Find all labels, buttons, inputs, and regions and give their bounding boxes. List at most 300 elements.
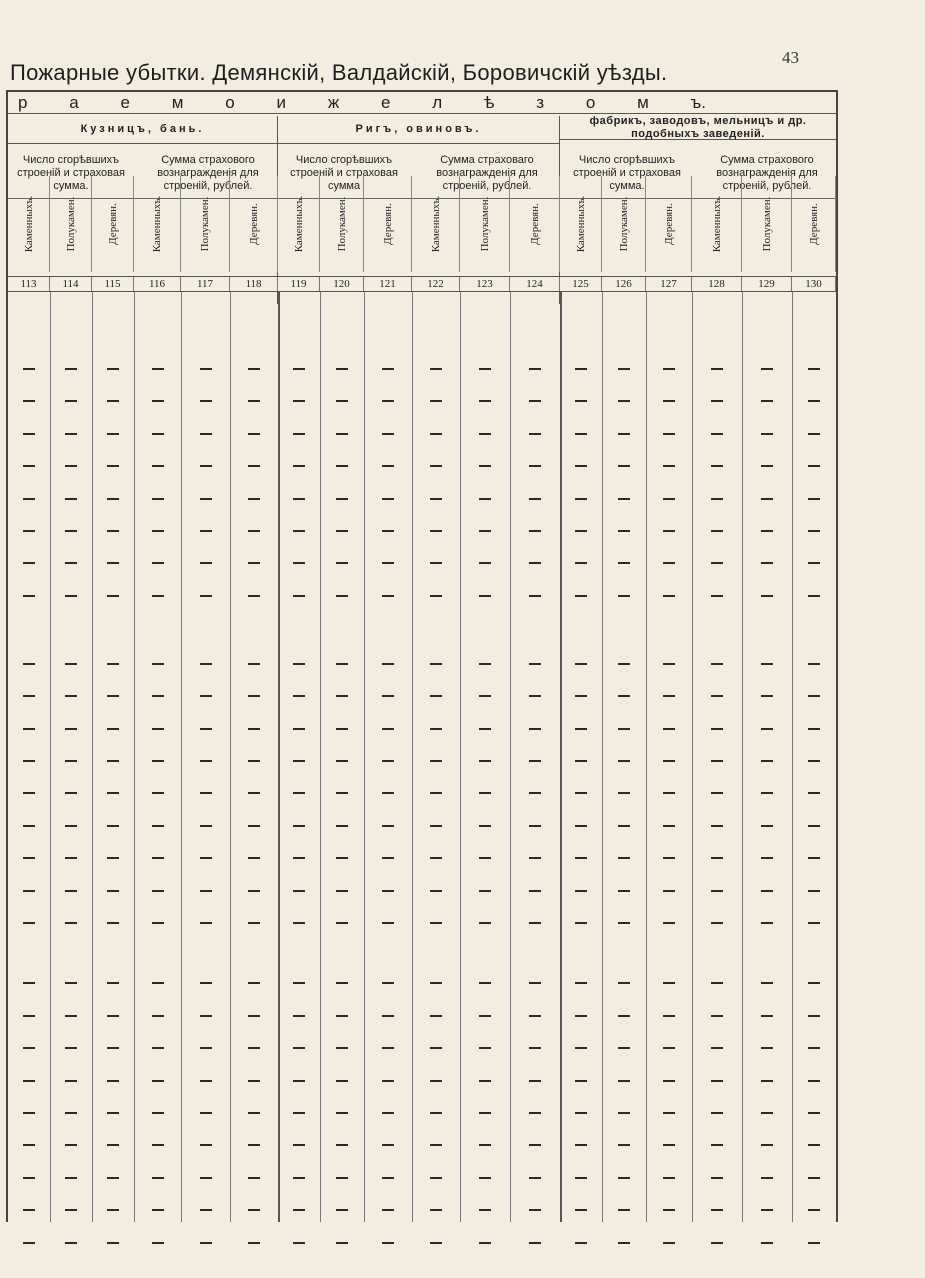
empty-cell-dash bbox=[479, 562, 491, 564]
empty-cell-dash bbox=[618, 825, 630, 827]
empty-cell-dash bbox=[23, 825, 35, 827]
column-rule bbox=[742, 292, 743, 1222]
empty-cell-dash bbox=[382, 1112, 394, 1114]
banner-letter: м bbox=[171, 92, 184, 112]
empty-cell-dash bbox=[107, 433, 119, 435]
empty-cell-dash bbox=[293, 890, 305, 892]
empty-cell-dash bbox=[575, 433, 587, 435]
column-number: 119 bbox=[278, 277, 320, 291]
empty-cell-dash bbox=[382, 760, 394, 762]
empty-cell-dash bbox=[430, 562, 442, 564]
empty-cell-dash bbox=[663, 663, 675, 665]
empty-cell-dash bbox=[107, 1047, 119, 1049]
empty-cell-dash bbox=[293, 663, 305, 665]
empty-cell-dash bbox=[618, 857, 630, 859]
empty-cell-dash bbox=[336, 562, 348, 564]
empty-cell-dash bbox=[200, 1209, 212, 1211]
empty-cell-dash bbox=[479, 1144, 491, 1146]
empty-cell-dash bbox=[479, 695, 491, 697]
empty-cell-dash bbox=[23, 465, 35, 467]
empty-cell-dash bbox=[761, 1015, 773, 1017]
empty-cell-dash bbox=[663, 1242, 675, 1244]
empty-cell-dash bbox=[248, 760, 260, 762]
empty-cell-dash bbox=[152, 1144, 164, 1146]
empty-cell-dash bbox=[529, 825, 541, 827]
empty-cell-dash bbox=[479, 433, 491, 435]
empty-cell-dash bbox=[808, 663, 820, 665]
empty-cell-dash bbox=[711, 857, 723, 859]
empty-cell-dash bbox=[808, 1080, 820, 1082]
empty-cell-dash bbox=[65, 1144, 77, 1146]
empty-cell-dash bbox=[23, 562, 35, 564]
column-header-label: Каменныхъ. bbox=[429, 195, 442, 253]
column-header bbox=[792, 176, 836, 272]
empty-cell-dash bbox=[152, 368, 164, 370]
banner-letter: о bbox=[225, 92, 235, 112]
empty-cell-dash bbox=[479, 1209, 491, 1211]
empty-cell-dash bbox=[618, 400, 630, 402]
group-title: фабрикъ, заводовъ, мельницъ и др. подобныхъ заведеній. bbox=[560, 116, 836, 140]
empty-cell-dash bbox=[761, 530, 773, 532]
banner-letter: а bbox=[69, 92, 79, 112]
empty-cell-dash bbox=[65, 433, 77, 435]
empty-cell-dash bbox=[293, 562, 305, 564]
column-header-label: Полукамен. bbox=[335, 196, 348, 252]
empty-cell-dash bbox=[336, 400, 348, 402]
empty-cell-dash bbox=[808, 595, 820, 597]
empty-cell-dash bbox=[382, 890, 394, 892]
empty-cell-dash bbox=[430, 1047, 442, 1049]
empty-cell-dash bbox=[430, 728, 442, 730]
empty-cell-dash bbox=[529, 1177, 541, 1179]
empty-cell-dash bbox=[248, 562, 260, 564]
column-header-label: Полукамен. bbox=[478, 196, 491, 252]
empty-cell-dash bbox=[529, 1080, 541, 1082]
column-header bbox=[560, 176, 602, 272]
empty-cell-dash bbox=[152, 1047, 164, 1049]
empty-cell-dash bbox=[663, 465, 675, 467]
empty-cell-dash bbox=[761, 792, 773, 794]
column-rule bbox=[230, 292, 231, 1222]
empty-cell-dash bbox=[761, 400, 773, 402]
empty-cell-dash bbox=[65, 857, 77, 859]
empty-cell-dash bbox=[430, 433, 442, 435]
empty-cell-dash bbox=[65, 1015, 77, 1017]
banner bbox=[8, 92, 836, 114]
column-number: 115 bbox=[92, 277, 134, 291]
empty-cell-dash bbox=[663, 1144, 675, 1146]
banner-letter: р bbox=[18, 92, 28, 112]
empty-cell-dash bbox=[663, 498, 675, 500]
empty-cell-dash bbox=[808, 825, 820, 827]
empty-cell-dash bbox=[529, 562, 541, 564]
empty-cell-dash bbox=[663, 1177, 675, 1179]
empty-cell-dash bbox=[248, 922, 260, 924]
empty-cell-dash bbox=[663, 922, 675, 924]
empty-cell-dash bbox=[107, 922, 119, 924]
empty-cell-dash bbox=[529, 465, 541, 467]
empty-cell-dash bbox=[808, 368, 820, 370]
empty-cell-dash bbox=[382, 982, 394, 984]
empty-cell-dash bbox=[152, 857, 164, 859]
empty-cell-dash bbox=[248, 663, 260, 665]
empty-cell-dash bbox=[479, 825, 491, 827]
empty-cell-dash bbox=[382, 728, 394, 730]
empty-cell-dash bbox=[711, 530, 723, 532]
empty-cell-dash bbox=[430, 1209, 442, 1211]
column-number: 124 bbox=[510, 277, 560, 291]
empty-cell-dash bbox=[663, 695, 675, 697]
banner-letter: е bbox=[381, 92, 391, 112]
empty-cell-dash bbox=[200, 368, 212, 370]
empty-cell-dash bbox=[529, 792, 541, 794]
empty-cell-dash bbox=[479, 792, 491, 794]
empty-cell-dash bbox=[382, 465, 394, 467]
empty-cell-dash bbox=[200, 433, 212, 435]
empty-cell-dash bbox=[575, 368, 587, 370]
column-header bbox=[134, 176, 181, 272]
empty-cell-dash bbox=[293, 1112, 305, 1114]
empty-cell-dash bbox=[248, 498, 260, 500]
empty-cell-dash bbox=[761, 595, 773, 597]
empty-cell-dash bbox=[248, 857, 260, 859]
empty-cell-dash bbox=[107, 368, 119, 370]
empty-cell-dash bbox=[107, 760, 119, 762]
empty-cell-dash bbox=[65, 922, 77, 924]
empty-cell-dash bbox=[152, 498, 164, 500]
sub-header-sum: Сумма страховаго вознагражденія для строеній, рублей. bbox=[436, 153, 538, 192]
empty-cell-dash bbox=[618, 1209, 630, 1211]
empty-cell-dash bbox=[618, 562, 630, 564]
column-rule bbox=[560, 292, 562, 1222]
empty-cell-dash bbox=[529, 728, 541, 730]
empty-cell-dash bbox=[293, 465, 305, 467]
empty-cell-dash bbox=[152, 562, 164, 564]
empty-cell-dash bbox=[152, 1112, 164, 1114]
empty-cell-dash bbox=[618, 695, 630, 697]
empty-cell-dash bbox=[382, 1080, 394, 1082]
empty-cell-dash bbox=[430, 760, 442, 762]
empty-cell-dash bbox=[575, 1177, 587, 1179]
empty-cell-dash bbox=[808, 498, 820, 500]
group-title: Кузницъ, бань. bbox=[8, 116, 277, 144]
page-number: 43 bbox=[782, 48, 799, 67]
empty-cell-dash bbox=[23, 1015, 35, 1017]
empty-cell-dash bbox=[808, 1209, 820, 1211]
empty-cell-dash bbox=[761, 1177, 773, 1179]
empty-cell-dash bbox=[200, 663, 212, 665]
empty-cell-dash bbox=[761, 562, 773, 564]
empty-cell-dash bbox=[479, 1112, 491, 1114]
empty-cell-dash bbox=[152, 1177, 164, 1179]
empty-cell-dash bbox=[23, 663, 35, 665]
empty-cell-dash bbox=[65, 1080, 77, 1082]
empty-cell-dash bbox=[152, 982, 164, 984]
empty-cell-dash bbox=[430, 982, 442, 984]
column-rule bbox=[460, 292, 461, 1222]
empty-cell-dash bbox=[200, 1177, 212, 1179]
empty-cell-dash bbox=[808, 1047, 820, 1049]
column-number: 127 bbox=[646, 277, 692, 291]
empty-cell-dash bbox=[808, 1112, 820, 1114]
empty-cell-dash bbox=[200, 760, 212, 762]
empty-cell-dash bbox=[430, 1080, 442, 1082]
empty-cell-dash bbox=[529, 982, 541, 984]
empty-cell-dash bbox=[23, 400, 35, 402]
empty-cell-dash bbox=[65, 530, 77, 532]
empty-cell-dash bbox=[293, 728, 305, 730]
empty-cell-dash bbox=[618, 368, 630, 370]
empty-cell-dash bbox=[248, 695, 260, 697]
empty-cell-dash bbox=[663, 1015, 675, 1017]
empty-cell-dash bbox=[200, 890, 212, 892]
empty-cell-dash bbox=[761, 1242, 773, 1244]
empty-cell-dash bbox=[618, 760, 630, 762]
empty-cell-dash bbox=[618, 498, 630, 500]
empty-cell-dash bbox=[575, 982, 587, 984]
empty-cell-dash bbox=[430, 695, 442, 697]
empty-cell-dash bbox=[711, 982, 723, 984]
empty-cell-dash bbox=[382, 922, 394, 924]
empty-cell-dash bbox=[663, 760, 675, 762]
empty-cell-dash bbox=[248, 1047, 260, 1049]
empty-cell-dash bbox=[107, 663, 119, 665]
empty-cell-dash bbox=[575, 1112, 587, 1114]
empty-cell-dash bbox=[248, 1144, 260, 1146]
empty-cell-dash bbox=[430, 663, 442, 665]
sub-header-sum: Сумма страхового вознагражденія для строеній, рублей. bbox=[716, 153, 818, 192]
empty-cell-dash bbox=[200, 1015, 212, 1017]
empty-cell-dash bbox=[336, 825, 348, 827]
empty-cell-dash bbox=[200, 400, 212, 402]
column-rule bbox=[320, 292, 321, 1222]
empty-cell-dash bbox=[65, 368, 77, 370]
column-header bbox=[92, 176, 134, 272]
column-number: 113 bbox=[8, 277, 50, 291]
empty-cell-dash bbox=[808, 1144, 820, 1146]
empty-cell-dash bbox=[575, 465, 587, 467]
empty-cell-dash bbox=[618, 663, 630, 665]
empty-cell-dash bbox=[107, 1015, 119, 1017]
column-header-label: Деревян. bbox=[662, 203, 675, 245]
empty-cell-dash bbox=[23, 1209, 35, 1211]
empty-cell-dash bbox=[761, 890, 773, 892]
empty-cell-dash bbox=[152, 728, 164, 730]
empty-cell-dash bbox=[293, 1047, 305, 1049]
empty-cell-dash bbox=[248, 825, 260, 827]
empty-cell-dash bbox=[107, 400, 119, 402]
empty-cell-dash bbox=[23, 1242, 35, 1244]
empty-cell-dash bbox=[107, 530, 119, 532]
empty-cell-dash bbox=[23, 1144, 35, 1146]
column-header-label: Деревян. bbox=[381, 203, 394, 245]
empty-cell-dash bbox=[761, 433, 773, 435]
empty-cell-dash bbox=[529, 530, 541, 532]
empty-cell-dash bbox=[65, 465, 77, 467]
empty-cell-dash bbox=[575, 663, 587, 665]
empty-cell-dash bbox=[479, 400, 491, 402]
empty-cell-dash bbox=[200, 465, 212, 467]
empty-cell-dash bbox=[23, 433, 35, 435]
empty-cell-dash bbox=[575, 728, 587, 730]
empty-cell-dash bbox=[479, 728, 491, 730]
column-rule bbox=[181, 292, 182, 1222]
empty-cell-dash bbox=[711, 368, 723, 370]
empty-cell-dash bbox=[430, 400, 442, 402]
empty-cell-dash bbox=[382, 562, 394, 564]
column-header-label: Каменныхъ. bbox=[574, 195, 587, 253]
empty-cell-dash bbox=[248, 530, 260, 532]
empty-cell-dash bbox=[711, 1112, 723, 1114]
empty-cell-dash bbox=[663, 792, 675, 794]
column-header-label: Каменныхъ. bbox=[292, 195, 305, 253]
empty-cell-dash bbox=[711, 1015, 723, 1017]
empty-cell-dash bbox=[23, 595, 35, 597]
banner-letter: ъ. bbox=[690, 92, 706, 112]
empty-cell-dash bbox=[618, 530, 630, 532]
empty-cell-dash bbox=[336, 728, 348, 730]
column-header bbox=[460, 176, 510, 272]
empty-cell-dash bbox=[575, 1144, 587, 1146]
empty-cell-dash bbox=[711, 1209, 723, 1211]
column-header bbox=[412, 176, 460, 272]
column-rule bbox=[510, 292, 511, 1222]
empty-cell-dash bbox=[107, 1177, 119, 1179]
empty-cell-dash bbox=[575, 760, 587, 762]
empty-cell-dash bbox=[152, 1015, 164, 1017]
empty-cell-dash bbox=[711, 465, 723, 467]
empty-cell-dash bbox=[479, 498, 491, 500]
empty-cell-dash bbox=[761, 922, 773, 924]
sub-header-count: Число сгорѣвшихъ строеній и страховая сумма. bbox=[17, 153, 125, 192]
empty-cell-dash bbox=[65, 1242, 77, 1244]
empty-cell-dash bbox=[761, 728, 773, 730]
column-rule bbox=[92, 292, 93, 1222]
empty-cell-dash bbox=[529, 1144, 541, 1146]
empty-cell-dash bbox=[107, 728, 119, 730]
banner-letter: м bbox=[637, 92, 649, 112]
empty-cell-dash bbox=[336, 890, 348, 892]
empty-cell-dash bbox=[65, 1047, 77, 1049]
empty-cell-dash bbox=[293, 1080, 305, 1082]
empty-cell-dash bbox=[200, 1112, 212, 1114]
empty-cell-dash bbox=[336, 982, 348, 984]
empty-cell-dash bbox=[293, 857, 305, 859]
empty-cell-dash bbox=[663, 728, 675, 730]
empty-cell-dash bbox=[382, 825, 394, 827]
banner-letter: л bbox=[432, 92, 443, 112]
column-header bbox=[692, 176, 742, 272]
empty-cell-dash bbox=[711, 562, 723, 564]
empty-cell-dash bbox=[529, 663, 541, 665]
empty-cell-dash bbox=[430, 530, 442, 532]
column-number: 130 bbox=[792, 277, 836, 291]
empty-cell-dash bbox=[293, 368, 305, 370]
empty-cell-dash bbox=[65, 760, 77, 762]
empty-cell-dash bbox=[529, 695, 541, 697]
empty-cell-dash bbox=[107, 1242, 119, 1244]
empty-cell-dash bbox=[65, 1209, 77, 1211]
empty-cell-dash bbox=[618, 982, 630, 984]
empty-cell-dash bbox=[575, 825, 587, 827]
empty-cell-dash bbox=[248, 792, 260, 794]
empty-cell-dash bbox=[479, 982, 491, 984]
column-header-label: Полукамен. bbox=[760, 196, 773, 252]
empty-cell-dash bbox=[23, 982, 35, 984]
empty-cell-dash bbox=[23, 792, 35, 794]
empty-cell-dash bbox=[808, 922, 820, 924]
empty-cell-dash bbox=[65, 1177, 77, 1179]
empty-cell-dash bbox=[248, 1080, 260, 1082]
empty-cell-dash bbox=[711, 400, 723, 402]
empty-cell-dash bbox=[711, 433, 723, 435]
empty-cell-dash bbox=[529, 1047, 541, 1049]
column-number: 118 bbox=[230, 277, 278, 291]
empty-cell-dash bbox=[430, 890, 442, 892]
empty-cell-dash bbox=[808, 982, 820, 984]
empty-cell-dash bbox=[618, 922, 630, 924]
empty-cell-dash bbox=[107, 1112, 119, 1114]
sub-header-sum: Сумма страхового вознагражденія для строеній, рублей. bbox=[157, 153, 259, 192]
group-title: Ригъ, овиновъ. bbox=[278, 116, 559, 144]
empty-cell-dash bbox=[23, 695, 35, 697]
empty-cell-dash bbox=[336, 857, 348, 859]
empty-cell-dash bbox=[293, 1209, 305, 1211]
column-header bbox=[8, 176, 50, 272]
empty-cell-dash bbox=[336, 368, 348, 370]
empty-cell-dash bbox=[248, 595, 260, 597]
empty-cell-dash bbox=[336, 595, 348, 597]
empty-cell-dash bbox=[336, 792, 348, 794]
empty-cell-dash bbox=[618, 465, 630, 467]
column-header bbox=[278, 176, 320, 272]
column-number: 114 bbox=[50, 277, 92, 291]
empty-cell-dash bbox=[711, 695, 723, 697]
empty-cell-dash bbox=[430, 1242, 442, 1244]
column-header-label: Деревян. bbox=[247, 203, 260, 245]
column-number-row bbox=[8, 276, 836, 292]
empty-cell-dash bbox=[479, 1242, 491, 1244]
empty-cell-dash bbox=[23, 760, 35, 762]
empty-cell-dash bbox=[711, 728, 723, 730]
empty-cell-dash bbox=[761, 1080, 773, 1082]
empty-cell-dash bbox=[529, 1015, 541, 1017]
empty-cell-dash bbox=[23, 1112, 35, 1114]
empty-cell-dash bbox=[107, 695, 119, 697]
empty-cell-dash bbox=[65, 825, 77, 827]
empty-cell-dash bbox=[711, 1047, 723, 1049]
page-title: Пожарные убытки. Демянскій, Валдайскій, Боровичскій уѣзды. bbox=[10, 60, 668, 85]
empty-cell-dash bbox=[711, 595, 723, 597]
column-number: 116 bbox=[134, 277, 181, 291]
column-header bbox=[646, 176, 692, 272]
column-rule bbox=[50, 292, 51, 1222]
empty-cell-dash bbox=[248, 400, 260, 402]
empty-cell-dash bbox=[761, 1144, 773, 1146]
empty-cell-dash bbox=[293, 695, 305, 697]
empty-cell-dash bbox=[808, 530, 820, 532]
empty-cell-dash bbox=[479, 1015, 491, 1017]
column-header bbox=[742, 176, 792, 272]
empty-cell-dash bbox=[248, 1242, 260, 1244]
empty-cell-dash bbox=[529, 890, 541, 892]
column-header-label: Полукамен. bbox=[64, 196, 77, 252]
empty-cell-dash bbox=[152, 922, 164, 924]
empty-cell-dash bbox=[711, 663, 723, 665]
empty-cell-dash bbox=[382, 857, 394, 859]
empty-cell-dash bbox=[575, 1242, 587, 1244]
empty-cell-dash bbox=[529, 1242, 541, 1244]
